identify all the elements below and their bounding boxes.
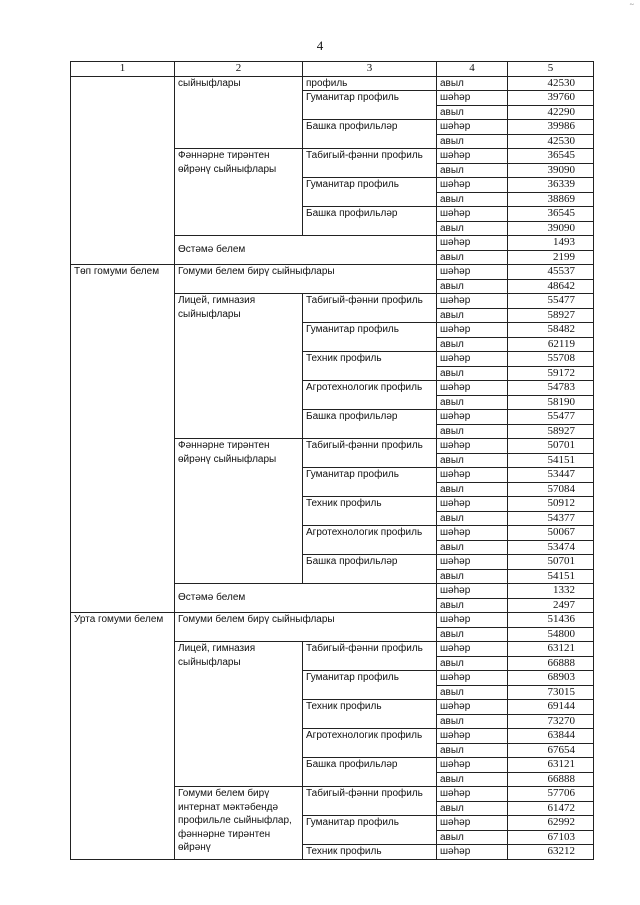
profile-cell: Башка профильләр (303, 120, 437, 149)
area-cell: авыл (437, 424, 508, 439)
value-cell: 2497 (508, 598, 594, 613)
profile-cell: Техник профиль (303, 700, 437, 729)
area-cell: шәһәр (437, 758, 508, 773)
header-row (71, 62, 594, 77)
value-cell: 42290 (508, 105, 594, 120)
profile-cell: Гуманитар профиль (303, 816, 437, 845)
value-cell: 57706 (508, 787, 594, 802)
extra-education-cell: Өстәмә белем (175, 236, 437, 265)
profile-cell: Башка профильләр (303, 555, 437, 584)
area-cell: шәһәр (437, 149, 508, 164)
area-cell: авыл (437, 598, 508, 613)
subcategory-cell: Фәннәрне тирәнтен өйрәнү сыйныфлары (175, 439, 303, 584)
area-cell: шәһәр (437, 178, 508, 193)
value-cell: 1332 (508, 584, 594, 599)
profile-cell: Табигый-фәнни профиль (303, 294, 437, 323)
value-cell: 50912 (508, 497, 594, 512)
value-cell: 39090 (508, 163, 594, 178)
value-cell: 58927 (508, 308, 594, 323)
profile-cell: Техник профиль (303, 845, 437, 860)
table-row (71, 76, 594, 91)
area-cell: шәһәр (437, 816, 508, 831)
area-cell: авыл (437, 830, 508, 845)
profile-cell: Агротехнологик профиль (303, 381, 437, 410)
extra-education-cell: Өстәмә белем (175, 584, 437, 613)
profile-cell: Агротехнологик профиль (303, 729, 437, 758)
area-cell: авыл (437, 569, 508, 584)
area-cell: авыл (437, 134, 508, 149)
value-cell: 63121 (508, 758, 594, 773)
profile-cell: Гуманитар профиль (303, 178, 437, 207)
value-cell: 67654 (508, 743, 594, 758)
area-cell: авыл (437, 540, 508, 555)
area-cell: авыл (437, 279, 508, 294)
value-cell: 62992 (508, 816, 594, 831)
area-cell: авыл (437, 250, 508, 265)
area-cell: авыл (437, 105, 508, 120)
area-cell: авыл (437, 366, 508, 381)
value-cell: 54151 (508, 453, 594, 468)
value-cell: 53474 (508, 540, 594, 555)
area-cell: шәһәр (437, 584, 508, 599)
value-cell: 63121 (508, 642, 594, 657)
profile-cell: Гуманитар профиль (303, 468, 437, 497)
area-cell: авыл (437, 308, 508, 323)
value-cell: 39760 (508, 91, 594, 106)
page-number: 4 (316, 38, 324, 53)
value-cell: 50701 (508, 439, 594, 454)
value-cell: 63212 (508, 845, 594, 860)
area-cell: шәһәр (437, 845, 508, 860)
area-cell: авыл (437, 685, 508, 700)
area-cell: шәһәр (437, 207, 508, 222)
header-cell: 1 (71, 62, 175, 77)
table-row (71, 265, 594, 280)
value-cell: 36545 (508, 149, 594, 164)
profile-cell: Гуманитар профиль (303, 323, 437, 352)
value-cell: 50067 (508, 526, 594, 541)
value-cell: 54783 (508, 381, 594, 396)
profile-cell: Гуманитар профиль (303, 671, 437, 700)
area-cell: авыл (437, 511, 508, 526)
salary-table (70, 61, 594, 860)
profile-cell: профиль (303, 76, 437, 91)
area-cell: авыл (437, 743, 508, 758)
area-cell: шәһәр (437, 265, 508, 280)
area-cell: шәһәр (437, 120, 508, 135)
value-cell: 48642 (508, 279, 594, 294)
area-cell: авыл (437, 482, 508, 497)
profile-cell: Табигый-фәнни профиль (303, 787, 437, 816)
subcategory-cell: Фәннәрне тирәнтен өйрәнү сыйныфлары (175, 149, 303, 236)
area-cell: авыл (437, 772, 508, 787)
area-cell: авыл (437, 656, 508, 671)
area-cell: авыл (437, 714, 508, 729)
value-cell: 42530 (508, 134, 594, 149)
profile-cell: Башка профильләр (303, 410, 437, 439)
area-cell: шәһәр (437, 91, 508, 106)
value-cell: 57084 (508, 482, 594, 497)
area-cell: шәһәр (437, 700, 508, 715)
value-cell: 61472 (508, 801, 594, 816)
value-cell: 50701 (508, 555, 594, 570)
value-cell: 42530 (508, 76, 594, 91)
subcategory-cell: Лицей, гимназия сыйныфлары (175, 294, 303, 439)
value-cell: 68903 (508, 671, 594, 686)
area-cell: шәһәр (437, 526, 508, 541)
header-cell: 5 (508, 62, 594, 77)
profile-cell: Табигый-фәнни профиль (303, 642, 437, 671)
area-cell: шәһәр (437, 497, 508, 512)
area-cell: авыл (437, 163, 508, 178)
value-cell: 73270 (508, 714, 594, 729)
value-cell: 53447 (508, 468, 594, 483)
value-cell: 59172 (508, 366, 594, 381)
value-cell: 55477 (508, 410, 594, 425)
value-cell: 39986 (508, 120, 594, 135)
value-cell: 51436 (508, 613, 594, 628)
area-cell: шәһәр (437, 729, 508, 744)
area-cell: авыл (437, 192, 508, 207)
value-cell: 39090 (508, 221, 594, 236)
area-cell: авыл (437, 453, 508, 468)
value-cell: 45537 (508, 265, 594, 280)
value-cell: 69144 (508, 700, 594, 715)
table-row (71, 613, 594, 628)
subcategory-cell: Гомуми белем бирү сыйныфлары (175, 265, 437, 294)
area-cell: авыл (437, 76, 508, 91)
category-cell (71, 76, 175, 265)
area-cell: шәһәр (437, 410, 508, 425)
subcategory-cell: Гомуми белем бирү сыйныфлары (175, 613, 437, 642)
value-cell: 73015 (508, 685, 594, 700)
value-cell: 58927 (508, 424, 594, 439)
area-cell: шәһәр (437, 671, 508, 686)
area-cell: шәһәр (437, 352, 508, 367)
area-cell: шәһәр (437, 613, 508, 628)
category-cell: Урта гомуми белем (71, 613, 175, 860)
value-cell: 62119 (508, 337, 594, 352)
profile-cell: Техник профиль (303, 352, 437, 381)
value-cell: 55708 (508, 352, 594, 367)
area-cell: шәһәр (437, 323, 508, 338)
value-cell: 54800 (508, 627, 594, 642)
area-cell: шәһәр (437, 294, 508, 309)
area-cell: шәһәр (437, 381, 508, 396)
profile-cell: Техник профиль (303, 497, 437, 526)
subcategory-cell: Лицей, гимназия сыйныфлары (175, 642, 303, 787)
value-cell: 66888 (508, 772, 594, 787)
area-cell: авыл (437, 221, 508, 236)
area-cell: шәһәр (437, 642, 508, 657)
profile-cell: Табигый-фәнни профиль (303, 439, 437, 468)
value-cell: 36545 (508, 207, 594, 222)
value-cell: 67103 (508, 830, 594, 845)
subcategory-cell: Гомуми белем бирү интернат мәктәбендә профильле сыйныфлар, фәннәрне тирәнтен өйрәнү (175, 787, 303, 860)
corner-mark: ~ (629, 0, 634, 9)
area-cell: шәһәр (437, 439, 508, 454)
value-cell: 55477 (508, 294, 594, 309)
value-cell: 63844 (508, 729, 594, 744)
area-cell: шәһәр (437, 468, 508, 483)
area-cell: шәһәр (437, 787, 508, 802)
value-cell: 2199 (508, 250, 594, 265)
profile-cell: Табигый-фәнни профиль (303, 149, 437, 178)
value-cell: 36339 (508, 178, 594, 193)
profile-cell: Башка профильләр (303, 758, 437, 787)
area-cell: авыл (437, 627, 508, 642)
value-cell: 66888 (508, 656, 594, 671)
value-cell: 38869 (508, 192, 594, 207)
header-cell: 4 (437, 62, 508, 77)
subcategory-cell: сыйныфлары (175, 76, 303, 149)
area-cell: авыл (437, 337, 508, 352)
value-cell: 58190 (508, 395, 594, 410)
header-cell: 3 (303, 62, 437, 77)
header-cell: 2 (175, 62, 303, 77)
area-cell: шәһәр (437, 236, 508, 251)
area-cell: шәһәр (437, 555, 508, 570)
value-cell: 54151 (508, 569, 594, 584)
value-cell: 1493 (508, 236, 594, 251)
value-cell: 58482 (508, 323, 594, 338)
profile-cell: Гуманитар профиль (303, 91, 437, 120)
area-cell: авыл (437, 801, 508, 816)
profile-cell: Агротехнологик профиль (303, 526, 437, 555)
value-cell: 54377 (508, 511, 594, 526)
profile-cell: Башка профильләр (303, 207, 437, 236)
area-cell: авыл (437, 395, 508, 410)
category-cell: Төп гомуми белем (71, 265, 175, 613)
